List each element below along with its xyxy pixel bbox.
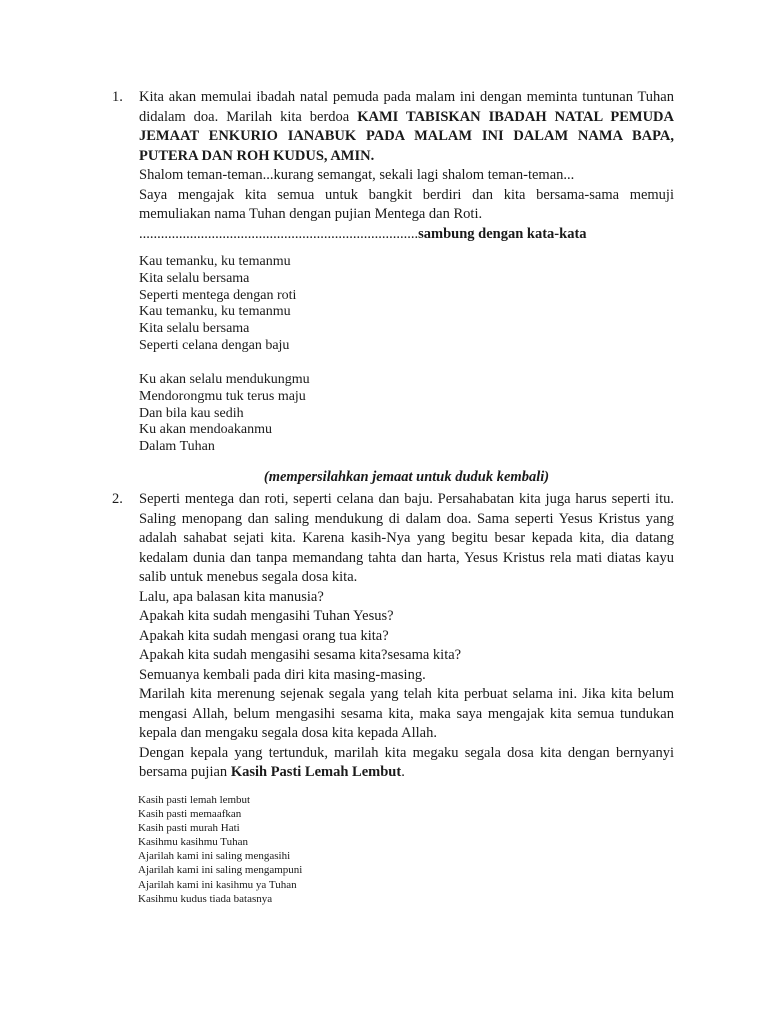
dotted-leader: ............................................................................. [139,225,419,242]
lyric-line: Seperti mentega dengan roti [139,287,297,303]
question-line: Semuanya kembali pada diri kita masing-masing. [139,666,426,683]
question-line: Apakah kita sudah mengasihi sesama kita?sesama kita? [139,647,462,663]
song-line: Ajarilah kami ini kasihmu ya Tuhan [138,878,297,891]
reflection-paragraph: Marilah kita merenung sejenak segala yang telah kita perbuat selama ini. Jika kita belum mengasi Allah, belum mengasihi sesama kita, maka saya mengajak kita semua tundukan kepala dan mengaku segala dosa kita kepada Allah. [139,686,674,741]
song-line: Ajarilah kami ini saling mengasihi [138,850,291,863]
greeting-line: Shalom teman-teman...kurang semangat, sekali lagi shalom teman-teman... [139,167,575,183]
lyric-line: Dan bila kau sedih [139,405,244,421]
lyric-line: Kita selalu bersama [139,321,250,337]
confession-paragraph [139,744,674,783]
song-line: Kasih pasti lemah lembut [138,794,251,806]
friendship-paragraph: Seperti mentega dan roti, seperti celana dan baju. Persahabatan kita juga harus seperti itu. Saling menopang dan saling mendukung di dalam doa. Sama seperti Yesus Kristus yang adalah sahabat sejati kita. Karena kasih-Nya yang begitu besar kepada kita, dia datang kedalam dunia dan tanpa memandang tahta dan harta, Yesus Kristus rela mati diatas kayu salib untuk menebus segala dosa kita. [139,491,674,585]
period: . [401,764,405,780]
lyric-line: Ku akan mendoakanmu [139,422,272,438]
opening-text: Kita akan memulai ibadah natal pemuda pada malam ini dengan meminta tuntunan Tuhan didalam doa. Marilah kita berdoa [139,89,674,125]
song-verse-2 [112,372,674,456]
confession-text: Dengan kepala yang tertunduk, marilah kita megaku segala dosa kita dengan bernyanyi bersama pujian [139,744,674,780]
lyric-line: Ku akan selalu mendukungmu [139,372,310,387]
opening-paragraph [139,88,674,166]
section-2 [112,490,674,783]
question-line: Apakah kita sudah mengasi orang tua kita? [139,627,389,644]
lyric-line: Kau temanku, ku temanmu [139,254,291,269]
lyric-line: Kita selalu bersama [139,270,250,286]
song-title: Kasih Pasti Lemah Lembut [230,764,402,780]
lyric-line: Dalam Tuhan [139,439,215,455]
lyric-line: Mendorongmu tuk terus maju [139,388,306,404]
instruction-line: (mempersilahkan jemaat untuk duduk kembali) [263,469,550,485]
lyric-line: Seperti celana dengan baju [139,337,290,353]
item-number: 1. [112,89,123,105]
item-number: 2. [112,491,123,507]
continue-line [139,225,674,245]
question-line: Apakah kita sudah mengasihi Tuhan Yesus? [139,608,394,624]
section-1 [112,88,674,244]
song-line: Kasih pasti murah Hati [138,822,240,835]
invite-paragraph: Saya mengajak kita semua untuk bangkit berdiri dan kita bersama-sama memuji memuliakan nama Tuhan dengan pujian Mentega dan Roti. [139,186,674,222]
continue-instruction: sambung dengan kata-kata [418,225,587,242]
song-line: Ajarilah kami ini saling mengampuni [138,864,303,877]
song-lyrics-small [138,793,302,906]
song-line: Kasih pasti memaafkan [138,808,242,821]
song-line: Kasihmu kasihmu Tuhan [138,836,249,849]
opening-prayer-bold: KAMI TABISKAN IBADAH NATAL PEMUDA JEMAAT ENKURIO IANABUK PADA MALAM INI DALAM NAMA BAPA, PUTERA DAN ROH KUDUS, AMIN. [139,108,674,164]
song-verse-1 [112,254,674,355]
song-line: Kasihmu kudus tiada batasnya [138,892,273,905]
question-line: Lalu, apa balasan kita manusia? [139,588,324,605]
lyric-line: Kau temanku, ku temanmu [139,304,291,320]
